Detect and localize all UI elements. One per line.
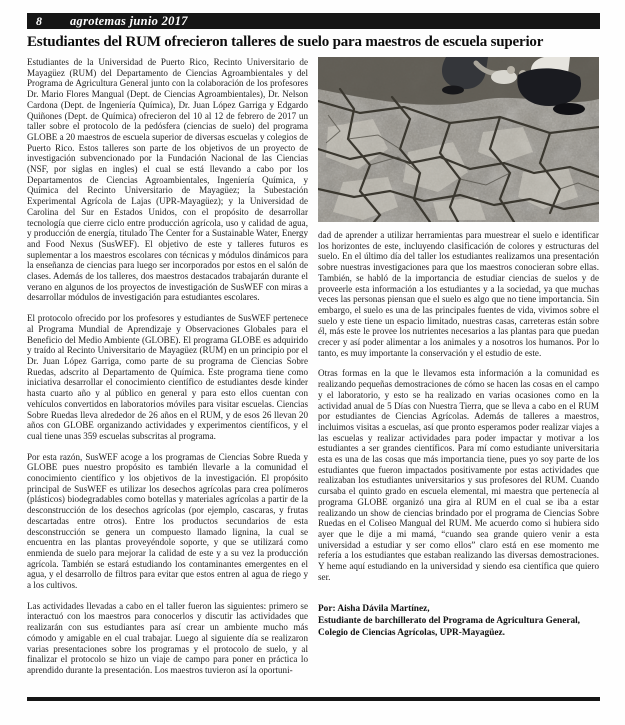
cracked-soil-photo-illustration bbox=[318, 57, 599, 222]
page-number: 8 bbox=[36, 13, 42, 28]
article-paragraph-2: El protocolo ofrecido por los profesores y estudiantes de SusWEF pertenece al Programa Mundial de Aprendizaje y Observaciones Globales para el Beneficio del Medio Ambiente (GLOBE). El programa GLOBE es adquirido y traído al Recinto Universitario de Mayagüez (RUM) en un principio por el Dr. Juan López Garriga, como parte de su programa de Ciencias Sobre Ruedas, adscrito al Departamento de Química. Este programa tiene como iniciativa desarrollar el conocimiento científico de estudiantes desde kinder hasta cuarto año y al público en general y para esto ellos cuentan con vehículos convertidos en laboratorios móviles para visitar escuelas. Ciencias Sobre Ruedas lleva alrededor de 26 años en el RUM, y de esos 26 llevan 20 años con GLOBE organizando actividades y experimentos científicos, y el cual tiene unas 359 escuelas subscritas al programa. bbox=[27, 313, 308, 441]
publication-title: agrotemas junio 2017 bbox=[70, 13, 188, 28]
article-paragraph-3: Por esta razón, SusWEF acoge a los programas de Ciencias Sobre Rueda y GLOBE pues nuestro propósito es también llevarle a la comunidad el conocimiento científico y los objetivos de la investigación. El propósito principal de SusWEF es utilizar los desechos agrícolas para crea polímeros (plásticos) biodegradables como botellas y materiales agrícolas a partir de la desconstrucción de los desechos agrícolas (por ejemplo, cascaras, y frutas descartadas entre otros). Entre los productos secundarios de esta desconstrucción se genera un compuesto llamado lignina, la cual se encuentra en las plantas proveyéndole soporte, y que se utilizará como enmienda de suelo para mejorar la calidad de este y a su vez la producción agrícola. También se estará estudiando los contaminantes emergentes en el agua, y el desarrollo de filtros para evitar que estos entren al agua de riego y a los cultivos. bbox=[27, 451, 308, 591]
right-column bbox=[318, 57, 599, 693]
bottom-rule bbox=[27, 697, 600, 701]
byline-affiliation: Colegio de Ciencias Agrícolas, UPR-Mayagüez. bbox=[318, 627, 505, 638]
byline bbox=[318, 603, 599, 639]
left-column bbox=[27, 57, 308, 693]
article-paragraph-5: dad de aprender a utilizar herramientas para muestrear el suelo e identificar los horizontes de este, incluyendo clasificación de colores y estructuras del suelo. En el último día del taller los estudiantes realizamos una presentación sobre nuestras investigaciones para que los maestros conocieran sobre ellas. También, se habló de la importancia de estudiar ciencias de suelos y de proveerle esta información a los estudiantes y a la sociedad, ya que muchas veces las personas piensan que el suelo es algo que no tiene importancia. Sin embargo, el suelo es una de las principales fuentes de vida, vivimos sobre el suelo y este tiene un espacio limitado, nuestras casas, carreteras están sobre él, más este le provee los nutrientes necesarios a las plantas para que puedan crecer y así poder alimentar a los animales y a nosotros los humanos. Por lo tanto, es muy importante la conservación y el estudio de este. bbox=[318, 230, 599, 358]
article-photo bbox=[318, 57, 599, 222]
article-body bbox=[0, 55, 625, 693]
page-header bbox=[0, 0, 625, 53]
article-paragraph-4: Las actividades llevadas a cabo en el taller fueron las siguientes: primero se interactuó con los maestros para conocerlos y discutir las actividades que realizarán con sus estudiantes para así crear un ambiente mucho más cómodo y amigable en el cual trabajar. Luego al siguiente día se realizaron varias presentaciones sobre los programas y el protocolo de suelo, y al finalizar el protocolo se hizo un viaje de campo para poner en práctica lo aprendido durante la presentación. Los maestros tuvieron así la oportuni- bbox=[27, 600, 308, 675]
byline-author: Por: Aisha Dávila Martínez, bbox=[318, 603, 430, 614]
byline-role: Estudiante de barchillerato del Programa de Agricultura General, bbox=[318, 615, 581, 626]
article-headline: Estudiantes del RUM ofrecieron talleres de suelo para maestros de escuela superior bbox=[27, 34, 544, 50]
article-paragraph-6: Otras formas en la que le llevamos esta información a la comunidad es realizando pequeñas demostraciones de cómo se hacen las cosas en el campo y el laboratorio, y esto se ha realizado en varias ocasiones como en la actividad anual de 5 Días con Nuestra Tierra, que se lleva a cabo en el RUM por estudiantes de Ciencias Agrícolas. Además de talleres a maestros, incluimos visitas a escuelas, así que pronto esperamos poder realizar viajes a las escuelas y realizar actividades para poder impactar y motivar a los estudiantes a ser grandes científicos. Para mí como estudiante universitaria esta es una de las cosas que más importancia tiene, pues yo soy parte de los estudiantes que fueron impactados positivamente por estas actividades que realizaban los estudiantes universitarios y sus profesores del RUM. Cuando cursaba el quinto grado en escuela elemental, mi maestra que pertenecía al programa GLOBE organizó una gira al RUM en el cual se iba a estar realizando un show de ciencias brindado por el programa de Ciencias Sobre Ruedas en el Coliseo Mangual del RUM. Me acuerdo como si hubiera sido ayer que le dije a mi mamá, “cuando sea grande quiero venir a esta universidad a estudiar y ser como ellos” claro está en ese momento me refería a los estudiantes que estaban realizando las diversas demostraciones. Y heme aquí estudiando en la universidad y siendo esa científica que quiero ser. bbox=[318, 368, 599, 582]
article-paragraph-1: Estudiantes de la Universidad de Puerto Rico, Recinto Universitario de Mayagüez (RUM) del Departamento de Ciencias Agroambientales y del Programa de Agricultura General junto con la colaboración de los profesores Dr. Mario Flores Mangual (Dept. de Ciencias Agroambientales), Dr. Nelson Cardona (Dept. de Ingeniería Química), Dr. Juan López Garriga y Edgardo Quiñones (Dept. de Química) ofrecieron del 10 al 12 de febrero de 2017 un taller sobre el protocolo de la pedósfera (ciencias de suelo) del programa GLOBE a 20 maestros de escuela superior de diversas escuelas y colegios de Puerto Rico. Estos talleres son parte de los objetivos de un proyecto de investigación subvencionado por la Fundación Nacional de las Ciencias (NSF, por siglas en ingles) el cual se está llevando a cabo por los Departamentos de Ciencias Agroambientales, Ingeniería Química, y Química del Recinto Universitario de Mayagüez; la Subestación Experimental Agrícola de Lajas (UPR-Mayagüez); y la Universidad de Carolina del Sur en Estados Unidos, con el propósito de desarrollar tecnología que cierre ciclo entre producción agrícola, uso y calidad de agua, y producción de energía, titulado The Center for a Sustainable Water, Energy and Food Nexus (SusWEF). El objetivo de este y talleres futuros es suplementar a los maestros escolares con técnicas y módulos dinámicos para la enseñanza de ciencias para luego ser incorporados por estos en el salón de clases. Además de los talleres, dos maestros destacados trabajarán durante el verano en algunos de los proyectos de investigación de SusWEF con miras a desarrollar módulos de investigación para estudiantes escolares. bbox=[27, 57, 308, 303]
masthead-bar bbox=[27, 13, 600, 29]
